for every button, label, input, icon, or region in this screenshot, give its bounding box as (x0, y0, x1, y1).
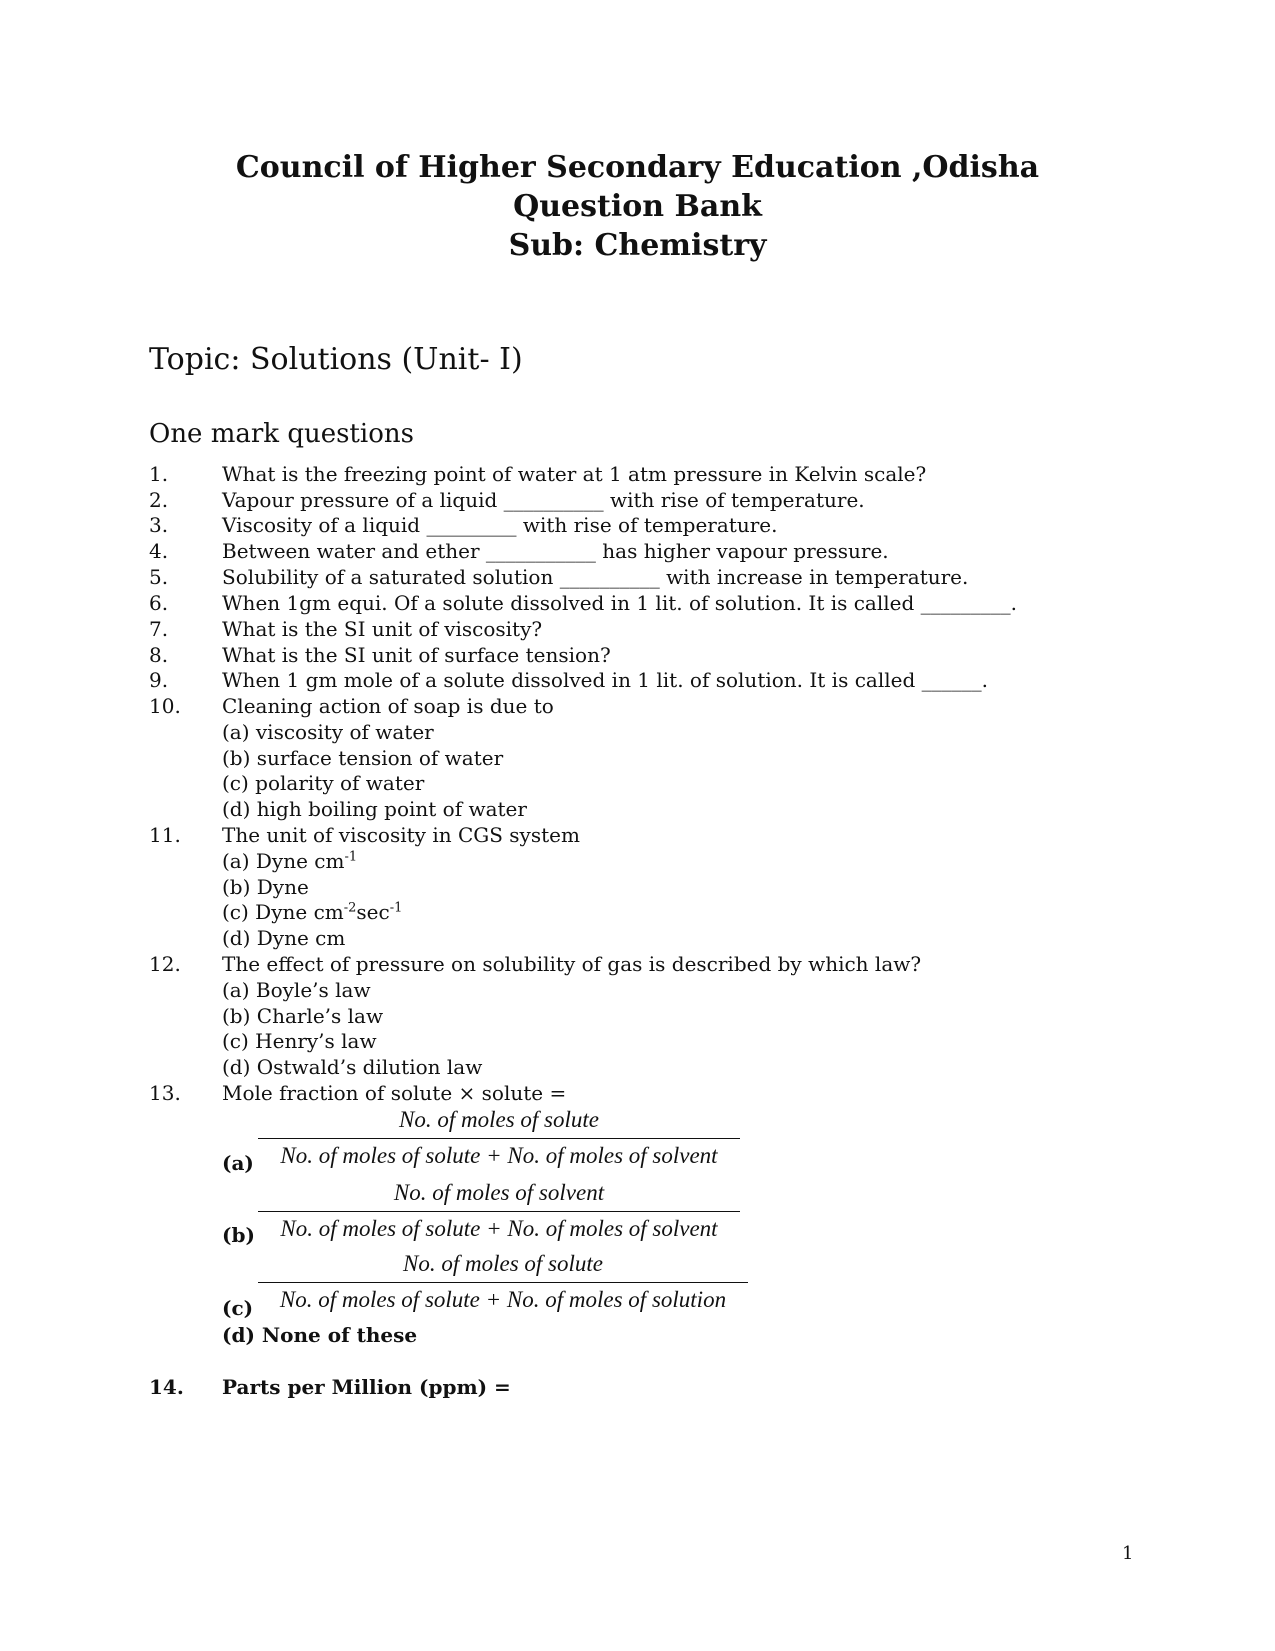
question-text: What is the SI unit of surface tension? (222, 643, 611, 667)
option-label: (b) (222, 1223, 255, 1247)
question-text: Parts per Million (ppm) = (222, 1375, 511, 1399)
exponent: -1 (344, 849, 358, 865)
question-text: Viscosity of a liquid _________ with rise of temperature. (222, 513, 778, 537)
question-number: 10. (149, 694, 181, 718)
exponent: -2 (343, 900, 357, 916)
fraction-option-c (258, 1250, 748, 1316)
question-number: 6. (149, 591, 169, 615)
question-text: What is the SI unit of viscosity? (222, 617, 543, 641)
question-text: The unit of viscosity in CGS system (222, 823, 580, 847)
question-number: 11. (149, 823, 181, 847)
question-text: Mole fraction of solute × solute = (222, 1081, 567, 1105)
question-bank-title: Question Bank (513, 189, 762, 224)
fraction-denominator: No. of moles of solute + No. of moles of solvent (280, 1143, 718, 1168)
topic-heading: Topic: Solutions (Unit- I) (149, 342, 523, 377)
question-number: 12. (149, 952, 181, 976)
answer-option: (b) Charle’s law (222, 1004, 384, 1028)
answer-option: (a) Boyle’s law (222, 978, 371, 1002)
question-number: 14. (149, 1375, 184, 1399)
question-text: Vapour pressure of a liquid __________ with rise of temperature. (222, 488, 865, 512)
question-number: 5. (149, 565, 169, 589)
question-text: Cleaning action of soap is due to (222, 694, 554, 718)
answer-option-text: (a) Dyne cm (222, 849, 345, 873)
question-text: Between water and ether ___________ has higher vapour pressure. (222, 539, 889, 563)
exponent: -1 (389, 900, 403, 916)
page-number: 1 (1122, 1543, 1134, 1564)
question-number: 3. (149, 513, 169, 537)
fraction-denominator: No. of moles of solute + No. of moles of solvent (280, 1216, 718, 1241)
answer-option: (b) Dyne (222, 875, 309, 899)
question-number: 8. (149, 643, 169, 667)
fraction-bar (258, 1282, 748, 1283)
council-title: Council of Higher Secondary Education ,Odisha (235, 150, 1040, 185)
question-text: The effect of pressure on solubility of gas is described by which law? (222, 952, 922, 976)
question-text: Solubility of a saturated solution __________ with increase in temperature. (222, 565, 969, 589)
answer-option: (d) Dyne cm (222, 926, 346, 950)
question-number: 9. (149, 668, 169, 692)
document-header (0, 148, 1275, 265)
answer-option (222, 899, 402, 925)
question-number: 2. (149, 488, 169, 512)
option-label: (c) (222, 1296, 254, 1320)
answer-option: (a) viscosity of water (222, 720, 434, 744)
question-number: 7. (149, 617, 169, 641)
fraction-numerator: No. of moles of solute (403, 1251, 603, 1276)
answer-option: (d) Ostwald’s dilution law (222, 1055, 483, 1079)
fraction-option-a (258, 1106, 740, 1172)
answer-option-text: (c) Dyne cm (222, 900, 344, 924)
question-number: 4. (149, 539, 169, 563)
question-text: When 1 gm mole of a solute dissolved in 1 lit. of solution. It is called ______. (222, 668, 988, 692)
question-number: 13. (149, 1081, 181, 1105)
answer-option: (c) Henry’s law (222, 1029, 377, 1053)
section-heading: One mark questions (149, 419, 414, 449)
answer-option: (d) high boiling point of water (222, 797, 527, 821)
fraction-option-b (258, 1179, 740, 1245)
fraction-numerator: No. of moles of solvent (393, 1180, 605, 1205)
fraction-denominator: No. of moles of solute + No. of moles of solution (279, 1287, 727, 1312)
question-text: When 1gm equi. Of a solute dissolved in 1 lit. of solution. It is called _________. (222, 591, 1017, 615)
answer-option (222, 848, 357, 874)
fraction-bar (258, 1211, 740, 1212)
answer-option: (b) surface tension of water (222, 746, 504, 770)
question-number: 1. (149, 462, 169, 486)
fraction-numerator: No. of moles of solute (399, 1107, 599, 1132)
fraction-bar (258, 1138, 740, 1139)
subject-title: Sub: Chemistry (508, 228, 767, 263)
option-label: (a) (222, 1151, 254, 1175)
question-text: What is the freezing point of water at 1 atm pressure in Kelvin scale? (222, 462, 927, 486)
answer-option: (d) None of these (222, 1323, 418, 1347)
answer-option: (c) polarity of water (222, 771, 425, 795)
unit-text: sec (356, 900, 390, 924)
